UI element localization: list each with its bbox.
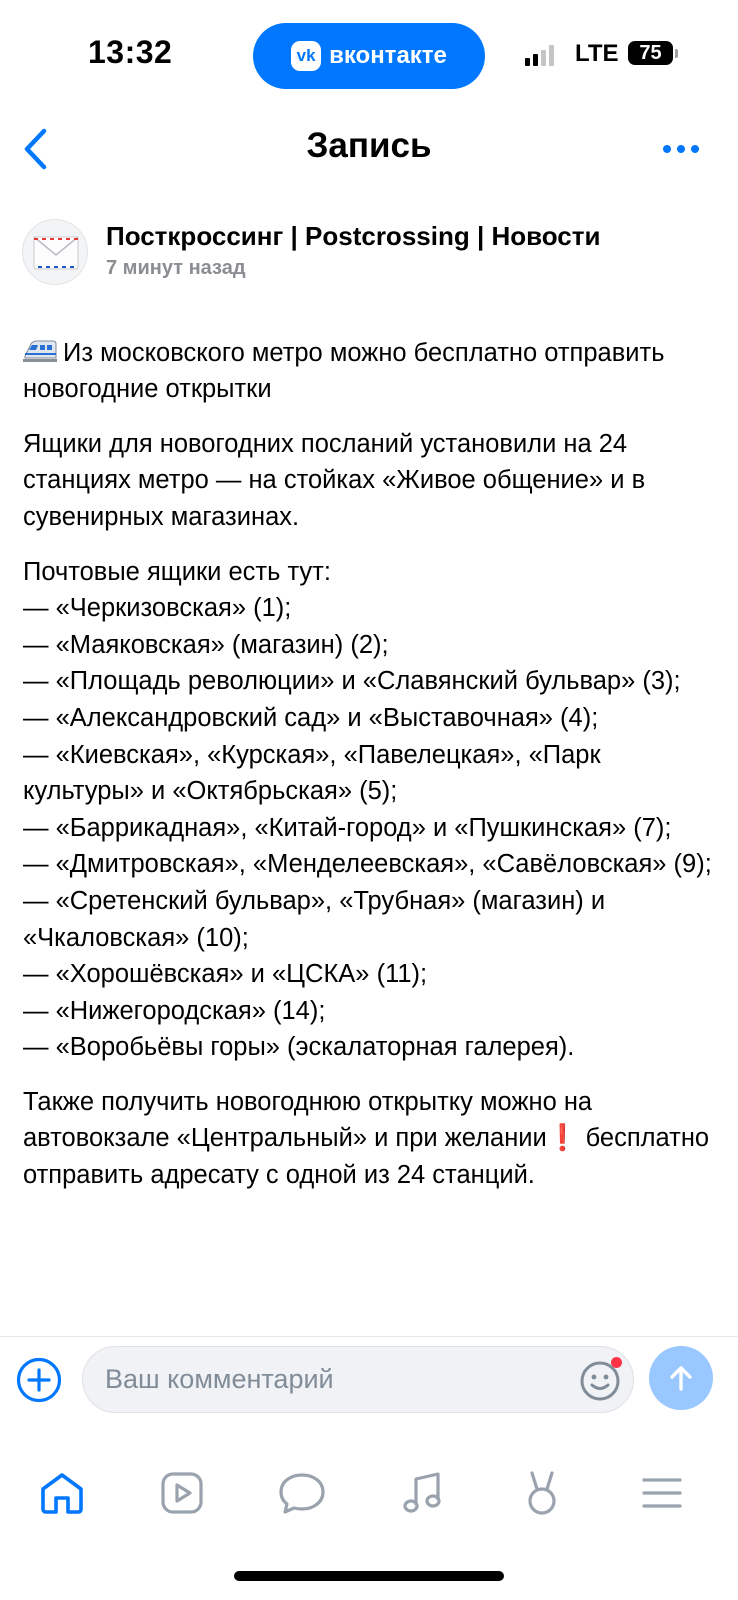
vk-pill-label: вконтакте [329, 42, 447, 69]
more-horizontal-icon [661, 142, 701, 156]
tab-bar [0, 1422, 738, 1600]
battery-nub [675, 49, 678, 58]
post-paragraph-2: Почтовые ящики есть тут: — «Черкизовская» (1); — «Маяковская» (магазин) (2); — «Площадь революции» и «Славянский бульвар» (3); — «Александровский сад» и «Выставочная» (4); — «Киевская», «Курская», «Павелецкая», «Парк культуры» и «Октябрьская» (5); — «Баррикадная», «Китай-город» и «Пушкинская» (7); — «Дмитровская», «Менделеевская», «Савёловская» (9); — «Сретенский бульвар», «Трубная» (магазин) и «Чкаловская» (10); — «Хорошёвская» и «ЦСКА» (11); — «Нижегородская» (14); — «Воробьёвы горы» (эскалаторная галерея). [23, 557, 712, 1062]
vk-app-pill[interactable] [253, 23, 485, 89]
tab-messages[interactable] [277, 1468, 327, 1518]
exclamation-emoji-icon: ❗ [546, 1124, 579, 1153]
comment-input[interactable] [82, 1346, 634, 1413]
cellular-signal-icon [525, 44, 554, 66]
status-bar [0, 0, 738, 112]
nav-header [0, 112, 738, 192]
battery-icon [628, 41, 673, 65]
tab-services[interactable] [517, 1468, 567, 1518]
post-body [23, 298, 723, 1194]
tab-menu[interactable] [637, 1468, 687, 1518]
post-headline [23, 298, 723, 408]
more-button[interactable] [661, 142, 701, 156]
tab-home[interactable] [37, 1468, 87, 1518]
status-time: 13:32 [88, 34, 173, 70]
home-icon [39, 1471, 85, 1515]
post-paragraph-3 [23, 1084, 723, 1194]
avatar[interactable] [22, 219, 88, 285]
network-type: LTE [575, 40, 619, 67]
home-indicator [234, 1571, 504, 1581]
page-title: Запись [306, 126, 432, 165]
post-paragraph-1: Ящики для новогодних посланий установили на 24 станциях метро — на стойках «Живое общение» и в сувенирных магазинах. [23, 429, 646, 531]
post-paragraph-3-text-a: Также получить новогоднюю открытку можно на автовокзале «Центральный» и при желании [23, 1087, 593, 1153]
post-header [22, 219, 722, 287]
vk-logo-icon: vk [291, 41, 321, 71]
train-emoji-icon [23, 338, 57, 364]
music-icon [400, 1470, 444, 1516]
messages-icon [278, 1471, 326, 1515]
post-author[interactable]: Посткроссинг | Postcrossing | Новости [106, 221, 601, 251]
tab-video[interactable] [157, 1468, 207, 1518]
tab-music[interactable] [397, 1468, 447, 1518]
post-time: 7 минут назад [106, 257, 246, 279]
menu-icon [640, 1475, 684, 1511]
comment-bar [0, 1336, 738, 1423]
send-button[interactable] [649, 1346, 713, 1410]
post-headline-text: Из московского метро можно бесплатно отправить новогодние открытки [23, 338, 665, 404]
add-attachment-button[interactable] [16, 1357, 62, 1403]
plus-circle-icon [16, 1357, 62, 1403]
comment-placeholder: Ваш комментарий [105, 1364, 334, 1394]
battery-level: 75 [639, 41, 662, 64]
envelope-icon [33, 236, 79, 270]
notification-dot [611, 1357, 622, 1368]
arrow-up-icon [666, 1363, 696, 1393]
video-icon [160, 1471, 204, 1515]
services-icon [522, 1469, 562, 1517]
post-paragraph-3-text-b: бесплатно отправить адресату с одной из 24 станций. [23, 1124, 710, 1190]
